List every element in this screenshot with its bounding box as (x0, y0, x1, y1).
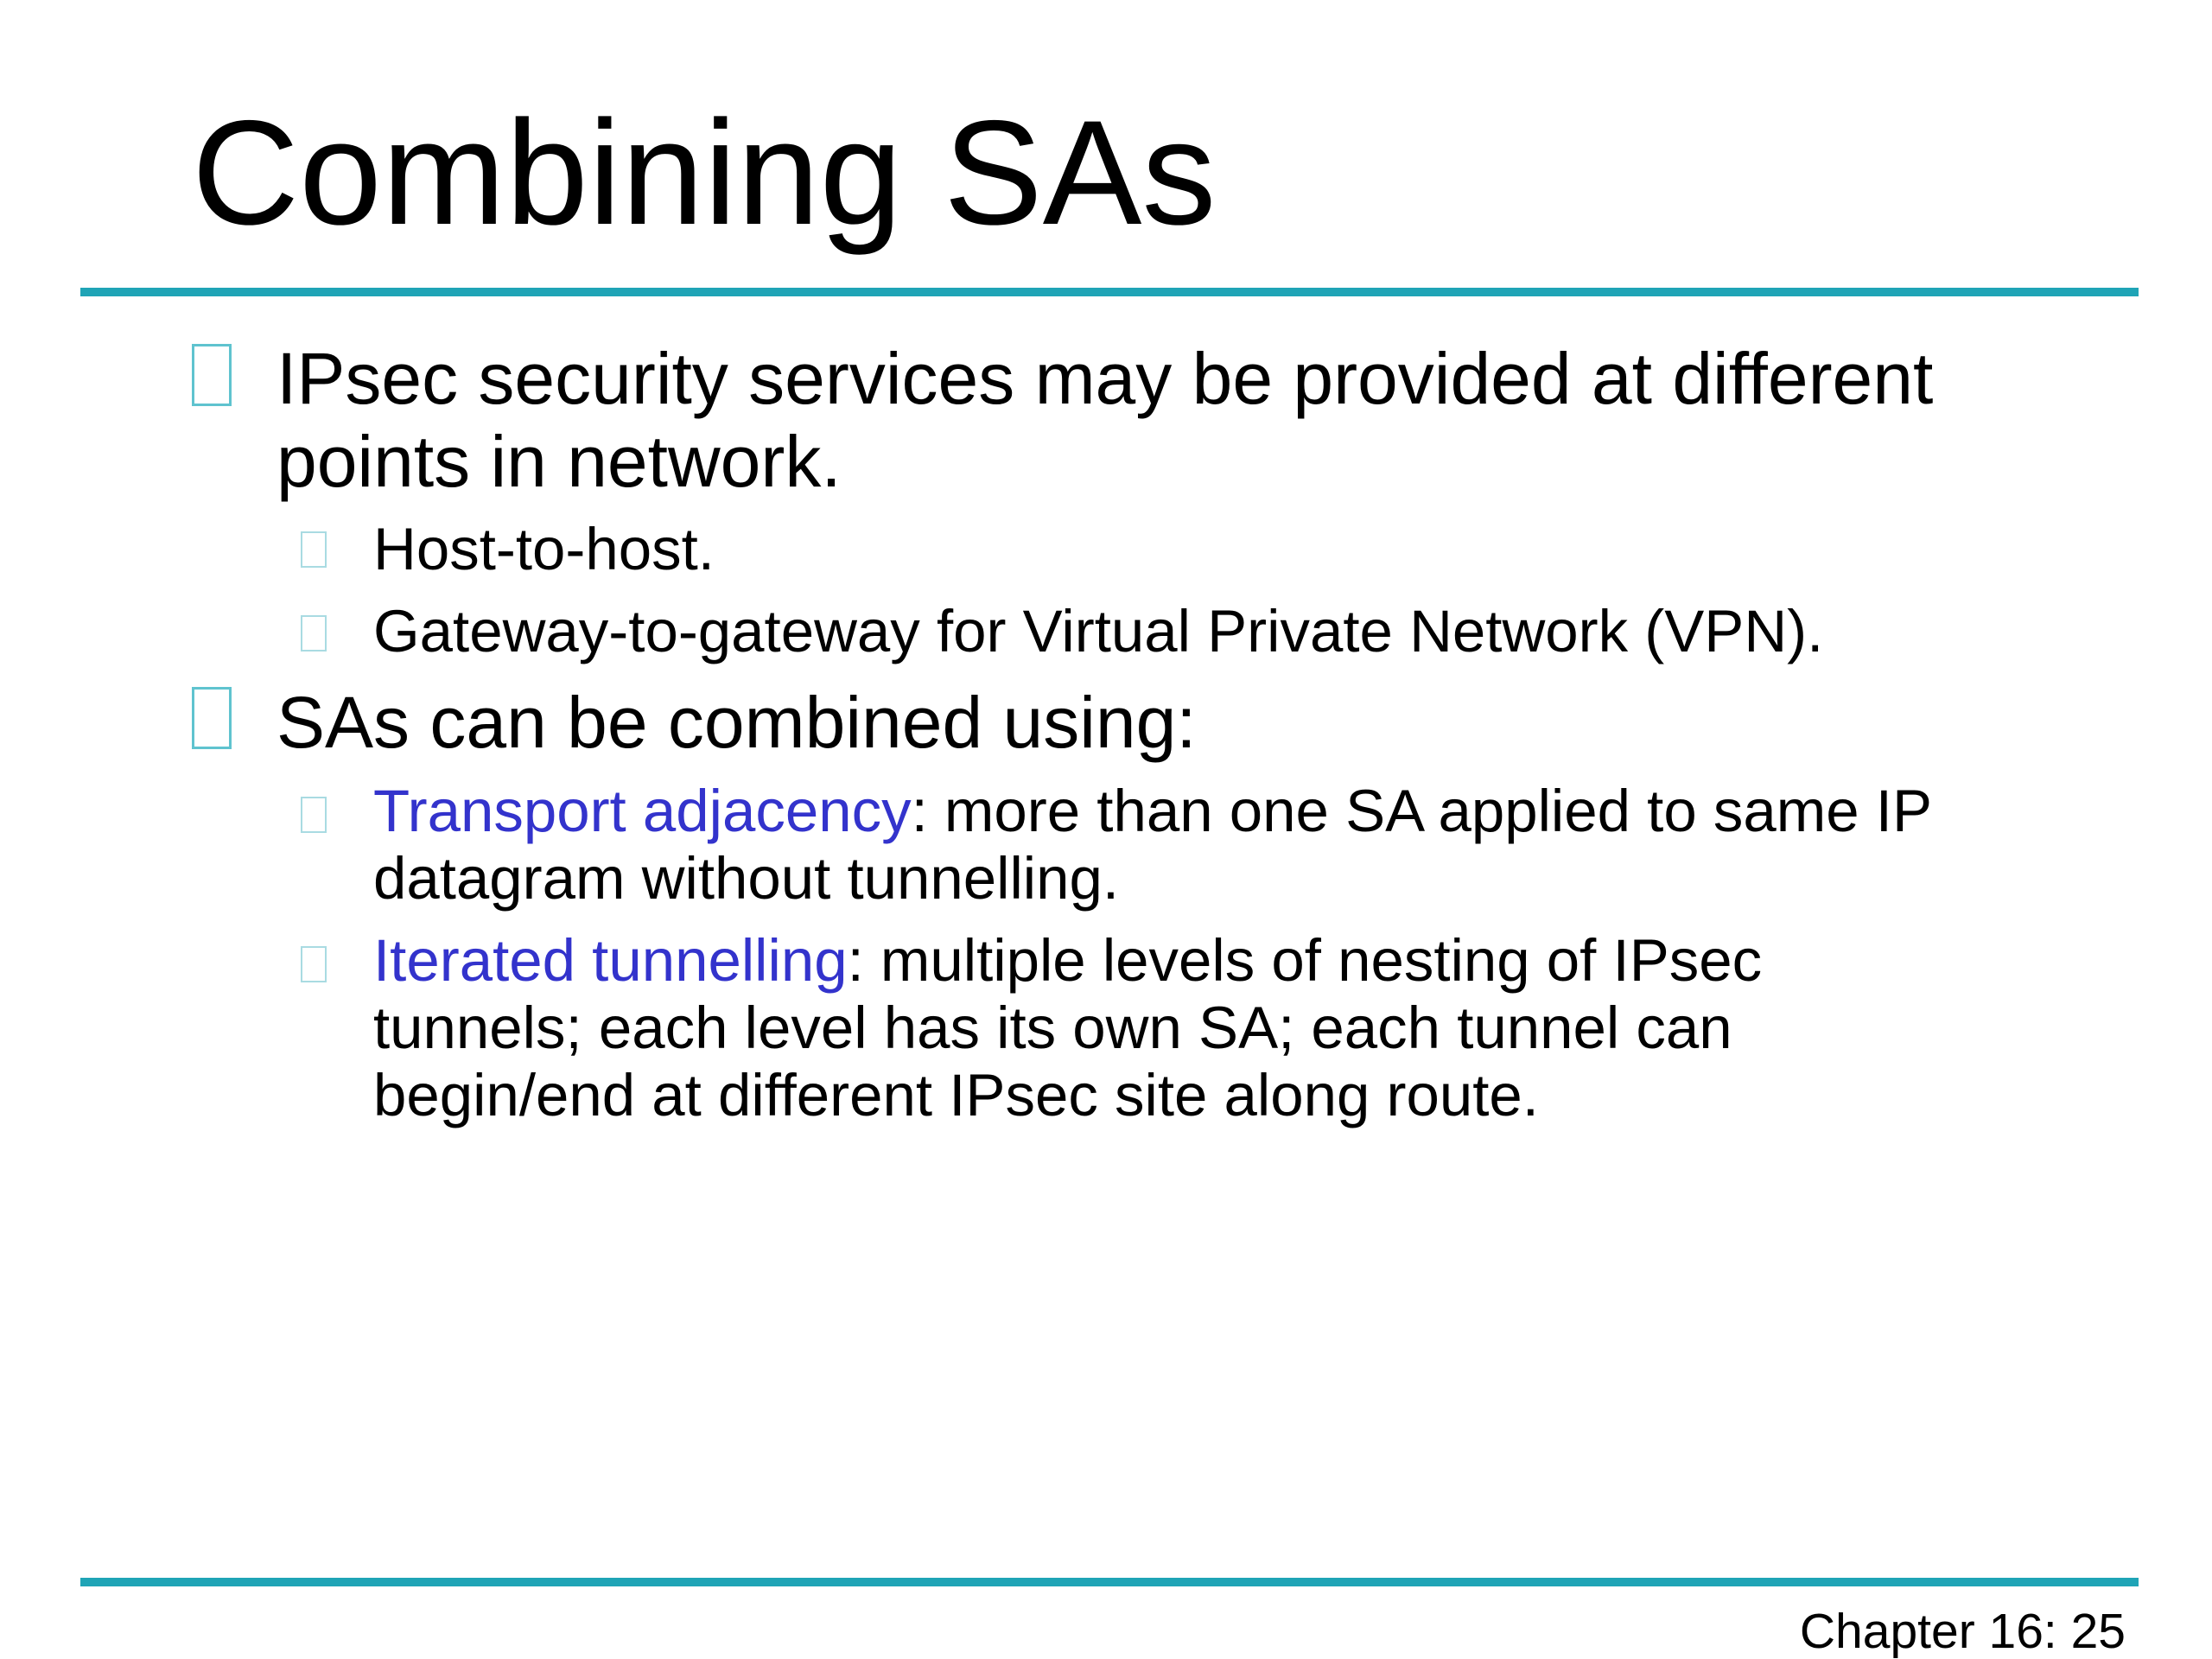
sub-bullet-square-icon (301, 615, 327, 652)
slide-title: Combining SAs (192, 90, 1217, 256)
sub-bullet-square-icon (301, 946, 327, 982)
sub-bullet-definition: : more than one SA applied to same IP datagram without tunnelling. (373, 778, 1932, 912)
sub-bullet-square-icon (301, 531, 327, 568)
term-iterated-tunnelling: Iterated tunnelling (373, 927, 848, 994)
sub-bullet-text: Gateway-to-gateway for Virtual Private Network (VPN). (373, 598, 1824, 664)
bullet-square-icon (192, 344, 232, 406)
sub-bullet-text: Host-to-host. (373, 516, 715, 582)
bullet-square-icon (192, 687, 232, 749)
sub-bullet-square-icon (301, 797, 327, 833)
sub-bullet-text (373, 927, 1762, 1129)
bullet-text: IPsec security services may be provided at different points in network. (276, 338, 1934, 502)
sub-bullet-definition: : multiple levels of nesting of IPsec tunnels; each level has its own SA; each tunnel can begin/end at different IPsec site along route. (373, 927, 1763, 1128)
term-transport-adjacency: Transport adjacency (373, 778, 912, 844)
title-divider (80, 288, 2139, 296)
footer-divider (80, 1578, 2139, 1586)
slide-footer: Chapter 16: 25 (1799, 1604, 2126, 1659)
sub-bullet-text (373, 778, 1932, 912)
bullet-text: SAs can be combined using: (276, 682, 1197, 763)
